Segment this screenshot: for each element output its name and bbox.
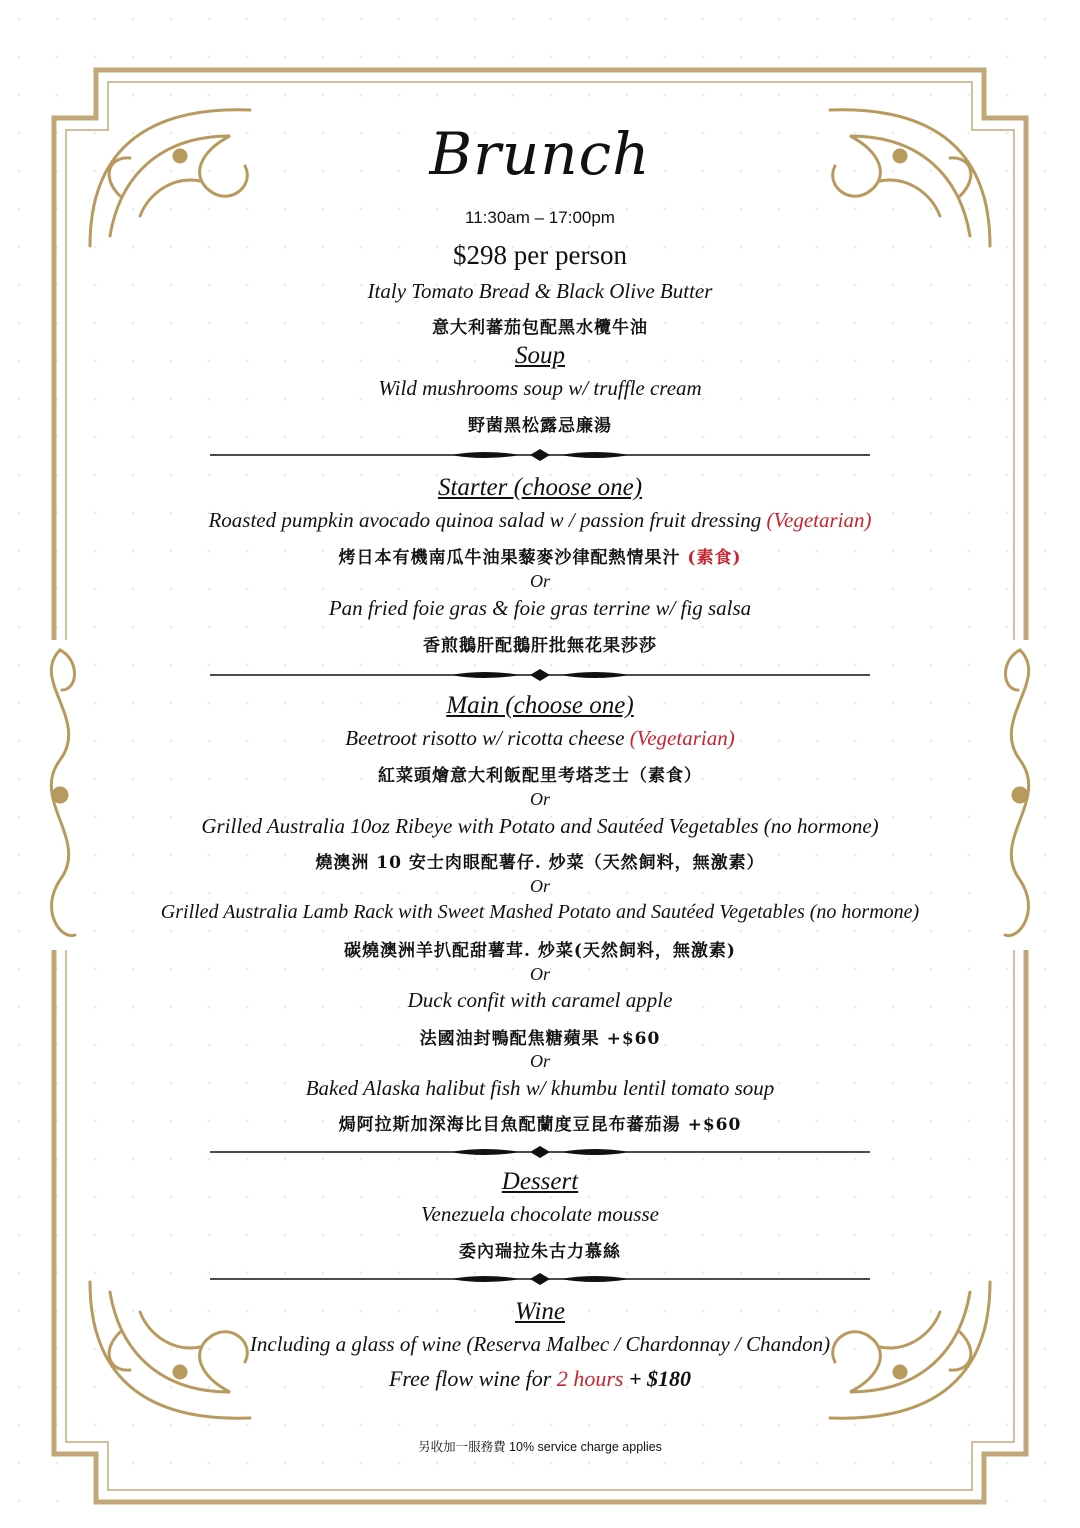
main-option-3-en: Grilled Australia Lamb Rack with Sweet Mashed Potato and Sautéed Vegetables (no hormone) <box>160 901 920 923</box>
dessert-zh: 委內瑞拉朱古力慕絲 <box>459 1242 621 1262</box>
service-hours: 11:30am – 17:00pm <box>465 208 615 227</box>
dessert-en: Venezuela chocolate mousse <box>421 1202 659 1226</box>
or-separator: Or <box>529 789 550 809</box>
main-option-1-en <box>60 726 1020 751</box>
free-flow-text: Free flow wine for <box>388 1366 552 1391</box>
main-option-3-zh: 碳燒澳洲羊扒配甜薯茸. 炒菜(天然飼料，無激素) <box>344 941 736 961</box>
vegetarian-tag: (Vegetarian) <box>629 726 735 750</box>
starter-option-2-en: Pan fried foie gras & foie gras terrine w/ fig salsa <box>328 596 752 620</box>
main-option-2-en: Grilled Australia 10oz Ribeye with Potato and Sautéed Vegetables (no hormone) <box>201 814 879 838</box>
price-per-person: $298 per person <box>453 240 627 270</box>
or-separator: Or <box>529 571 550 591</box>
section-divider <box>210 669 870 681</box>
section-divider <box>210 1273 870 1285</box>
starter-option-2-zh: 香煎鵝肝配鵝肝批無花果莎莎 <box>423 636 657 656</box>
main-option-4-en: Duck confit with caramel apple <box>407 988 673 1012</box>
section-divider <box>210 1146 870 1158</box>
main-option-1-zh: 紅菜頭燴意大利飯配里考塔芝士（素食） <box>378 766 702 786</box>
main-heading: Main (choose one) <box>446 692 634 719</box>
menu-title: Brunch <box>429 120 651 188</box>
free-flow-duration: 2 hours <box>556 1366 624 1391</box>
or-separator: Or <box>529 1051 550 1071</box>
starter-heading: Starter (choose one) <box>437 474 643 501</box>
vegetarian-tag: (Vegetarian) <box>766 508 872 532</box>
section-divider <box>210 449 870 461</box>
main-option-4-zh: 法國油封鴨配焦糖蘋果 +$60 <box>419 1029 661 1049</box>
vegetarian-tag-zh: (素食) <box>687 548 742 568</box>
soup-zh: 野菌黑松露忌廉湯 <box>468 416 612 436</box>
free-flow-price: + $180 <box>628 1366 691 1391</box>
dessert-heading: Dessert <box>501 1168 579 1195</box>
or-separator: Or <box>529 964 550 984</box>
starter-option-1-zh <box>60 543 1020 568</box>
main-option-1-text: Beetroot risotto w/ ricotta cheese <box>345 726 625 750</box>
wine-free-flow <box>60 1366 1020 1392</box>
bread-zh: 意大利蕃茄包配黑水欖牛油 <box>432 318 648 338</box>
bread-en: Italy Tomato Bread & Black Olive Butter <box>367 279 713 303</box>
wine-heading: Wine <box>515 1298 565 1325</box>
or-separator: Or <box>529 876 550 896</box>
main-option-5-zh: 焗阿拉斯加深海比目魚配蘭度豆昆布蕃茄湯 +$60 <box>338 1115 742 1135</box>
starter-option-1-zh-text: 烤日本有機南瓜牛油果藜麥沙律配熱情果汁 <box>338 548 681 568</box>
wine-included: Including a glass of wine (Reserva Malbec / Chardonnay / Chandon) <box>249 1332 831 1356</box>
service-charge-note: 另收加一服務費 10% service charge applies <box>418 1440 662 1454</box>
menu-content <box>60 0 1020 1528</box>
starter-option-1-text: Roasted pumpkin avocado quinoa salad w / passion fruit dressing <box>208 508 762 532</box>
soup-heading: Soup <box>515 342 565 369</box>
main-option-2-zh: 燒澳洲 10 安士肉眼配薯仔. 炒菜（天然飼料，無激素） <box>315 853 765 873</box>
soup-en: Wild mushrooms soup w/ truffle cream <box>378 376 702 400</box>
starter-option-1-en <box>60 508 1020 533</box>
main-option-5-en: Baked Alaska halibut fish w/ khumbu lentil tomato soup <box>305 1076 775 1100</box>
